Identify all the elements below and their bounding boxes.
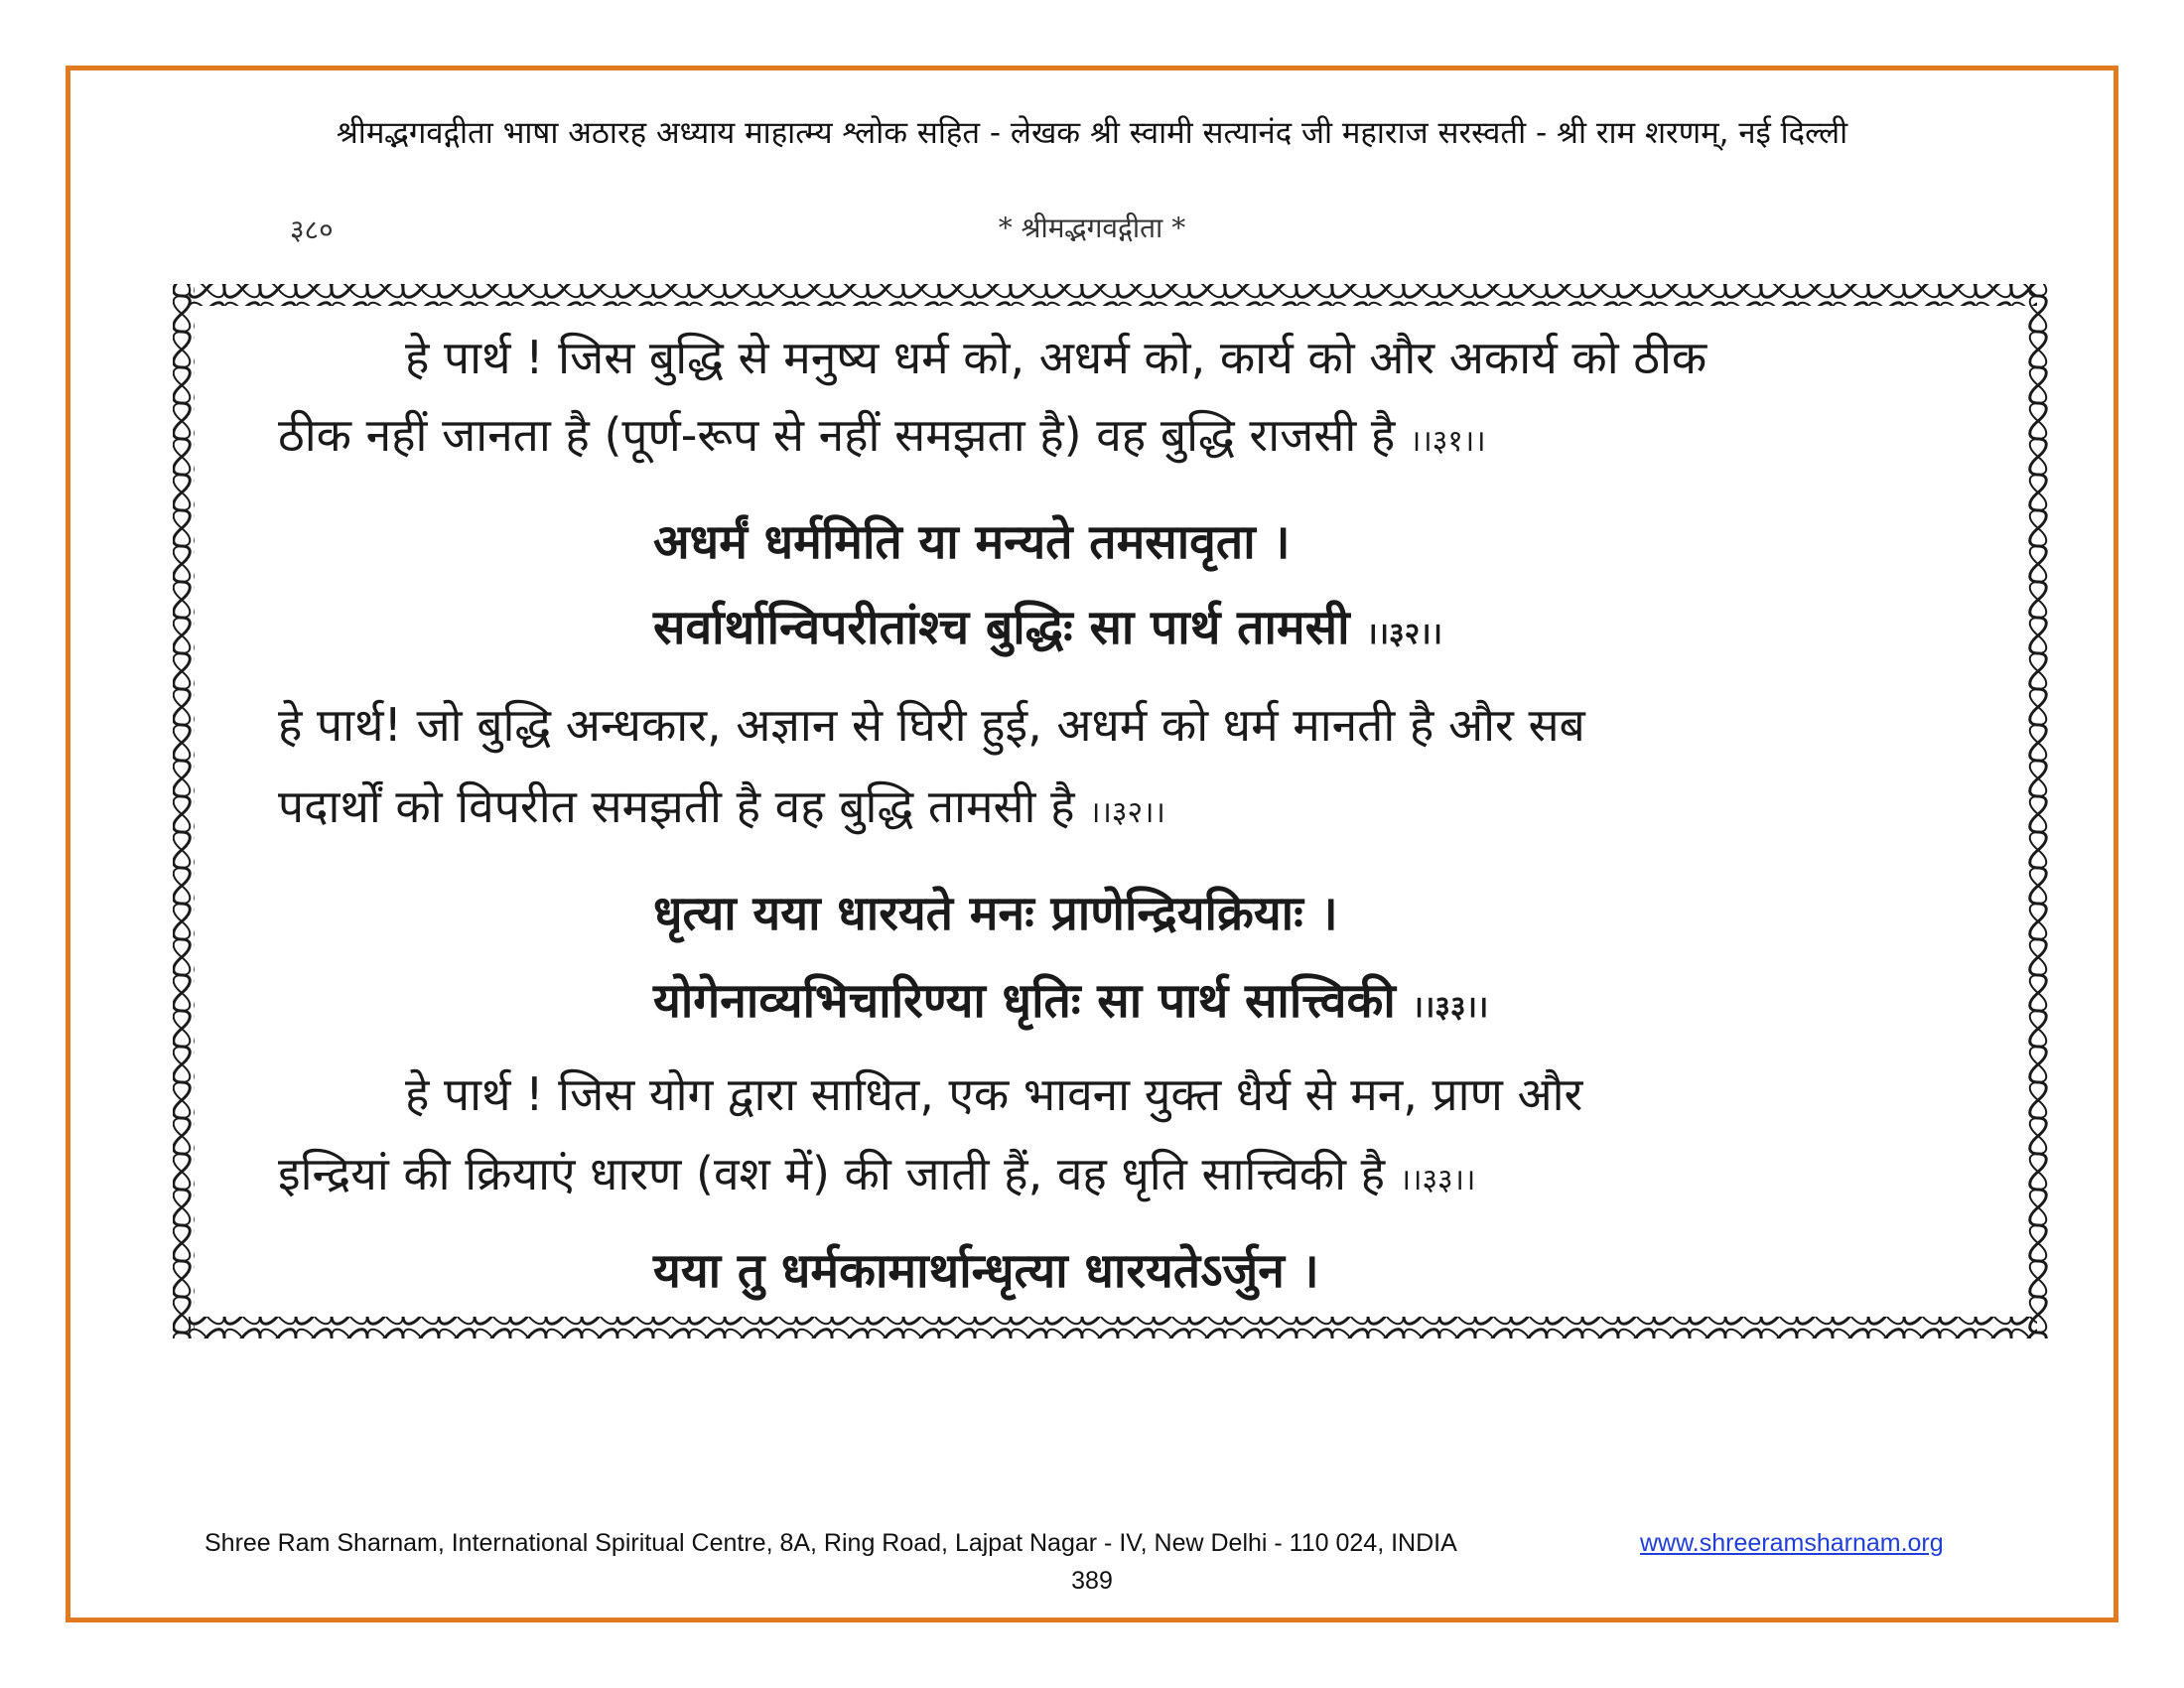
verse-number: ।।३३।।: [1412, 990, 1489, 1025]
line-text: हे पार्थ ! जिस योग द्वारा साधित, एक भावना युक्त धैर्य से मन, प्राण और: [405, 1067, 1583, 1121]
verse-line: [653, 880, 1338, 944]
prose-line: [278, 403, 1486, 465]
prose-line: [278, 1142, 1475, 1203]
website-link[interactable]: www.shreeramsharnam.org: [1640, 1529, 1944, 1557]
scanned-page: [171, 278, 2055, 1348]
line-text: ठीक नहीं जानता है (पूर्ण-रूप से नहीं समझता है) वह बुद्धि राजसी है: [278, 408, 1396, 462]
line-text: हे पार्थ! जो बुद्धि अन्धकार, अज्ञान से घिरी हुई, अधर्म को धर्म मानती है और सब: [278, 698, 1585, 752]
verse-number: ।।३२।।: [1366, 617, 1442, 651]
verse-number: ।।३२।।: [1089, 795, 1165, 830]
scan-text-block: [171, 278, 2055, 1348]
line-text: हे पार्थ ! जिस बुद्धि से मनुष्य धर्म को, अधर्म को, कार्य को और अकार्य को ठीक: [405, 331, 1707, 384]
running-head: * श्रीमद्भगवद्गीता *: [998, 211, 1186, 244]
prose-line: [278, 774, 1165, 836]
prose-line: [405, 326, 1706, 387]
prose-line: [405, 1062, 1582, 1124]
verse-line: [653, 594, 1442, 658]
verse-line: [653, 1237, 1319, 1302]
verse-line: [653, 508, 1291, 573]
line-text: योगेनाव्यभिचारिण्या धृतिः सा पार्थ सात्त्विकी: [653, 973, 1396, 1029]
line-text: धृत्या यया धारयते मनः प्राणेन्द्रियक्रियाः ।: [653, 886, 1338, 941]
line-text: सर्वार्थान्विपरीतांश्च बुद्धिः सा पार्थ तामसी: [653, 600, 1350, 655]
prose-line: [278, 693, 1585, 755]
line-text: इन्द्रियां की क्रियाएं धारण (वश में) की जाती हैं, वह धृति सात्त्विकी है: [278, 1147, 1386, 1200]
header-title: श्रीमद्भगवद्गीता भाषा अठारह अध्याय माहात्म्य श्लोक सहित - लेखक श्री स्वामी सत्यानंद जी महाराज सरस्वती - श्री राम शरणम्, नई दिल्ली: [336, 115, 1848, 151]
line-text: यया तु धर्मकामार्थान्धृत्या धारयतेऽर्जुन ।: [653, 1243, 1319, 1299]
verse-number: ।।३३।।: [1399, 1163, 1476, 1197]
verse-number: ।।३१।।: [1409, 424, 1486, 459]
verse-line: [653, 967, 1488, 1032]
line-text: अधर्मं धर्ममिति या मन्यते तमसावृता ।: [653, 514, 1291, 570]
footer-page-number: 389: [1071, 1567, 1113, 1595]
scan-page-number: ३८०: [290, 213, 334, 246]
footer-address: Shree Ram Sharnam, International Spiritual Centre, 8A, Ring Road, Lajpat Nagar - IV, New Delhi - 110 024, INDIA: [205, 1529, 1457, 1557]
line-text: पदार्थों को विपरीत समझती है वह बुद्धि तामसी है: [278, 779, 1075, 833]
